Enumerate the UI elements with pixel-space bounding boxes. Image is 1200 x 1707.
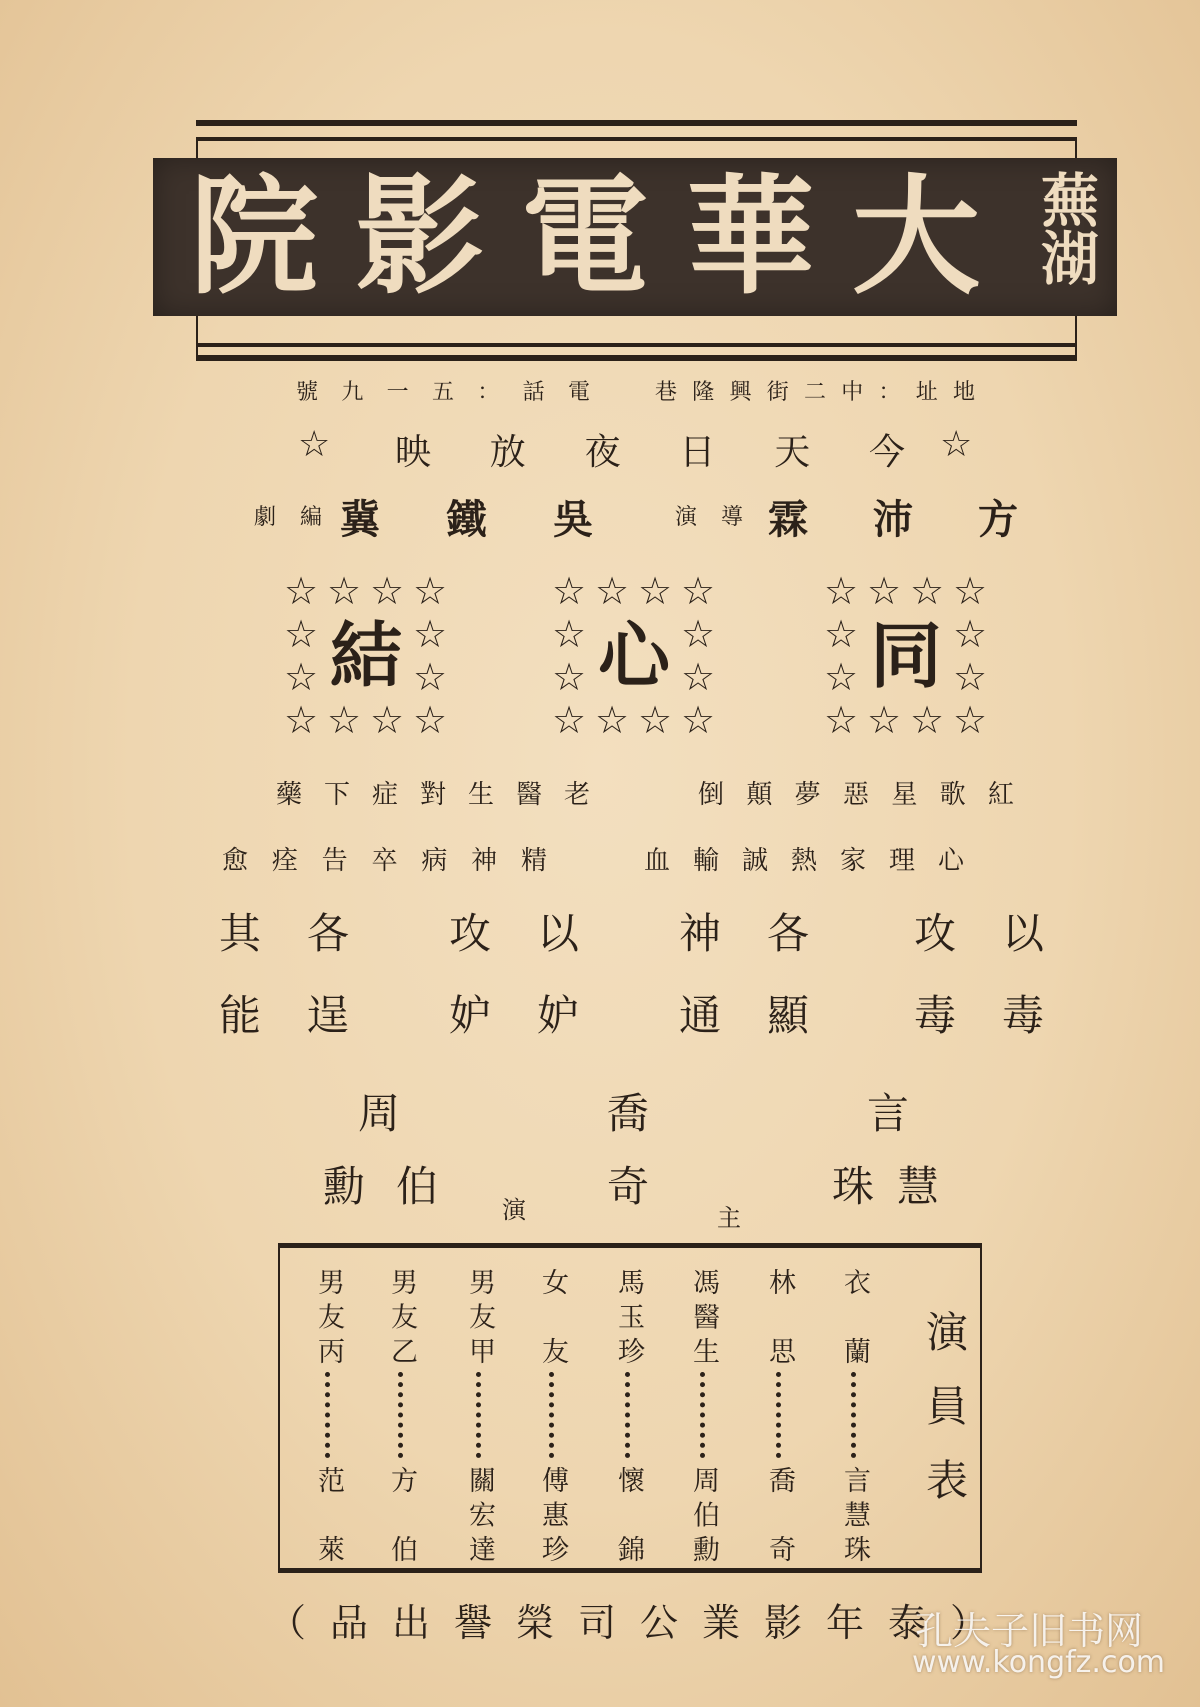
- leader-dots: [549, 1372, 554, 1458]
- star-icon: ☆: [412, 569, 448, 613]
- leader-dots: [851, 1372, 856, 1458]
- slogan: 以妒攻妒: [443, 911, 580, 1035]
- lead-actor-char: 周: [358, 1089, 401, 1138]
- cast-actor: 周伯勳: [688, 1466, 719, 1562]
- star-icon: ☆: [369, 569, 405, 613]
- star-icon: ☆: [909, 569, 945, 613]
- star-icon: ☆: [326, 569, 362, 613]
- theater-city: 蕪湖: [1031, 170, 1099, 286]
- tagline: 精神病卒告痊愈: [222, 846, 547, 876]
- slogan: 各顯神通: [673, 911, 810, 1035]
- star-icon: ☆: [866, 698, 902, 742]
- cast-actor: 懷錦: [613, 1466, 644, 1562]
- tagline: 老醫生對症下藥: [276, 780, 590, 810]
- cast-actor: 方伯: [386, 1466, 417, 1562]
- cast-role: 馬玉珍: [613, 1268, 644, 1364]
- star-icon: ☆: [551, 612, 587, 656]
- tagline: 紅歌星惡夢顛倒: [698, 780, 1014, 810]
- director-label: 導演: [675, 505, 743, 530]
- director-name: 方沛霖: [768, 496, 1018, 543]
- star-icon: ☆: [952, 569, 988, 613]
- star-icon: ☆: [412, 698, 448, 742]
- star-icon: ☆: [940, 424, 973, 465]
- star-icon: ☆: [283, 569, 319, 613]
- cast-row: [762, 1268, 796, 1562]
- star-icon: ☆: [823, 569, 859, 613]
- cast-role: 男友丙: [313, 1268, 344, 1364]
- star-icon: ☆: [823, 655, 859, 699]
- star-icon: ☆: [680, 698, 716, 742]
- star-icon: ☆: [412, 655, 448, 699]
- film-title-char: 同: [869, 613, 942, 698]
- star-icon: ☆: [823, 698, 859, 742]
- star-icon: ☆: [594, 698, 630, 742]
- star-icon: ☆: [637, 569, 673, 613]
- star-icon: ☆: [952, 612, 988, 656]
- lead-actor-char: 勳: [323, 1162, 366, 1211]
- cast-row: [384, 1268, 418, 1562]
- star-icon: ☆: [283, 612, 319, 656]
- film-title-block-3: [280, 570, 452, 742]
- leader-dots: [398, 1372, 403, 1458]
- cast-actor: 傅惠珍: [537, 1466, 568, 1562]
- lead-actor-char: 喬: [607, 1089, 650, 1138]
- leader-dots: [700, 1372, 705, 1458]
- leader-dots: [325, 1372, 330, 1458]
- cast-role: 男友乙: [386, 1268, 417, 1364]
- cast-row: [611, 1268, 645, 1562]
- star-icon: ☆: [283, 698, 319, 742]
- star-icon: ☆: [551, 655, 587, 699]
- slogan: 各逞其能: [213, 911, 350, 1035]
- star-icon: ☆: [369, 698, 405, 742]
- cast-table-title: 演員表: [920, 1310, 969, 1500]
- cast-row: [837, 1268, 871, 1562]
- star-icon: ☆: [952, 698, 988, 742]
- lead-cast-label-2: 演: [502, 1196, 526, 1224]
- lead-cast-label-1: 主: [717, 1204, 741, 1232]
- slogan: 以毒攻毒: [908, 911, 1045, 1035]
- lead-actor-char: 珠: [832, 1162, 875, 1211]
- star-icon: ☆: [326, 698, 362, 742]
- cast-actor: 言慧珠: [839, 1466, 870, 1562]
- cast-role: 衣蘭: [839, 1268, 870, 1364]
- watermark-url: www.kongfz.com: [912, 1645, 1166, 1680]
- cast-row: [686, 1268, 720, 1562]
- cast-role: 馮醫生: [688, 1268, 719, 1364]
- producer-credit: （泰年影業公司榮譽出品）: [268, 1601, 988, 1645]
- cast-row: [535, 1268, 569, 1562]
- star-icon: ☆: [909, 698, 945, 742]
- star-icon: ☆: [952, 655, 988, 699]
- cast-actor: 范萊: [313, 1466, 344, 1562]
- star-icon: ☆: [823, 612, 859, 656]
- leader-dots: [776, 1372, 781, 1458]
- star-icon: ☆: [412, 612, 448, 656]
- theater-address: 地址：中二街興隆巷: [655, 380, 975, 405]
- header-rule-top-1: [196, 120, 1077, 126]
- writer-label: 編劇: [254, 505, 322, 530]
- theater-name: 大華電影院: [190, 162, 980, 312]
- watermark-site-name: 孔夫子旧书网: [915, 1609, 1144, 1653]
- star-icon: ☆: [637, 698, 673, 742]
- star-icon: ☆: [594, 569, 630, 613]
- lead-actor-char: 伯: [396, 1162, 439, 1211]
- lead-actor-char: 慧: [897, 1162, 940, 1211]
- cast-row: [462, 1268, 496, 1562]
- film-title-char: 結: [329, 613, 402, 698]
- film-title-block-1: [820, 570, 992, 742]
- lead-actor-char: 奇: [607, 1162, 650, 1211]
- film-title-block-2: [548, 570, 720, 742]
- leader-dots: [625, 1372, 630, 1458]
- header-rule-bottom-2: [196, 355, 1077, 361]
- film-title-char: 心: [597, 613, 670, 698]
- star-icon: ☆: [551, 698, 587, 742]
- star-icon: ☆: [298, 424, 331, 465]
- star-icon: ☆: [680, 569, 716, 613]
- star-icon: ☆: [283, 655, 319, 699]
- tagline: 心理家熱誠輸血: [644, 846, 964, 876]
- cast-row: [311, 1268, 345, 1562]
- cast-actor: 關宏達: [464, 1466, 495, 1562]
- header-rule-bottom-1: [196, 343, 1077, 347]
- star-icon: ☆: [866, 569, 902, 613]
- writer-name: 吳鐵冀: [340, 496, 593, 543]
- star-icon: ☆: [551, 569, 587, 613]
- leader-dots: [476, 1372, 481, 1458]
- cast-role: 林思: [764, 1268, 795, 1364]
- star-icon: ☆: [680, 655, 716, 699]
- lead-actor-char: 言: [867, 1089, 910, 1138]
- showing-announcement: 今天日夜放映: [395, 432, 905, 473]
- header-rule-top-2: [196, 137, 1077, 141]
- cast-role: 女友: [537, 1268, 568, 1364]
- cast-actor: 喬奇: [764, 1466, 795, 1562]
- cast-role: 男友甲: [464, 1268, 495, 1364]
- star-icon: ☆: [680, 612, 716, 656]
- theater-phone: 電話：五一九號: [296, 380, 590, 405]
